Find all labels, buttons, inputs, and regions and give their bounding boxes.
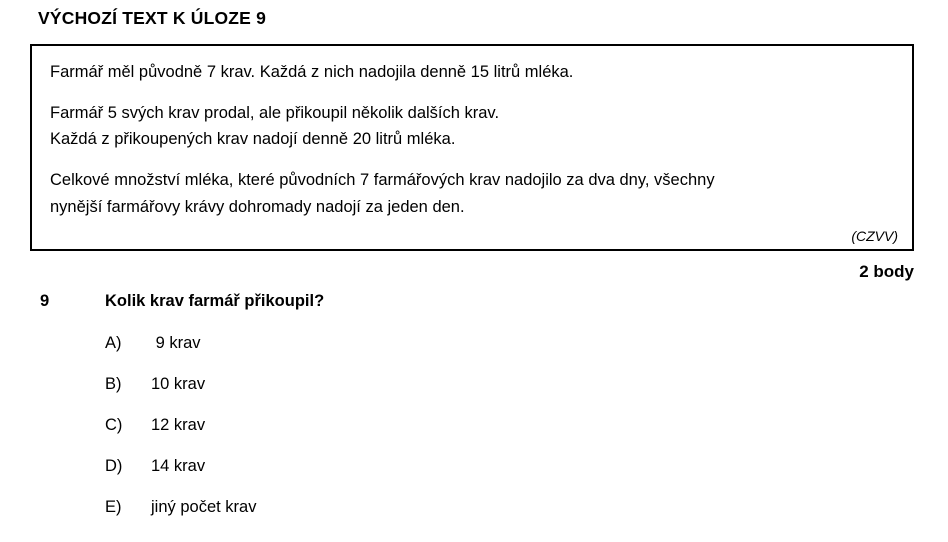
stimulus-paragraph-2-line-1: Farmář 5 svých krav prodal, ale přikoupil několik dalších krav. (50, 103, 500, 122)
question-number: 9 (40, 292, 50, 310)
option-label-c: C) (105, 416, 123, 434)
stimulus-paragraph-3-line-1: Celkové množství mléka, které původních 7 farmářových krav nadojilo za dva dny, všechny (50, 171, 715, 190)
stimulus-content (32, 46, 912, 221)
answer-option-c[interactable] (105, 416, 705, 457)
source-attribution: (CZVV) (851, 228, 898, 244)
option-text-b: 10 krav (151, 375, 206, 393)
stimulus-paragraph-1: Farmář měl původně 7 krav. Každá z nich nadojila denně 15 litrů mléka. (50, 63, 574, 81)
stimulus-paragraph-3-line-2: nynější farmářovy krávy dohromady nadojí za jeden den. (50, 197, 465, 216)
question-text: Kolik krav farmář přikoupil? (105, 292, 325, 310)
option-text-c: 12 krav (151, 416, 206, 434)
answer-option-b[interactable] (105, 375, 705, 416)
option-text-d: 14 krav (151, 457, 206, 475)
option-label-a: A) (105, 334, 122, 352)
option-text-e: jiný počet krav (151, 498, 257, 516)
answer-option-d[interactable] (105, 457, 705, 498)
answer-option-e[interactable] (105, 498, 705, 539)
answer-option-a[interactable] (105, 334, 705, 375)
option-label-d: D) (105, 457, 123, 475)
option-label-e: E) (105, 498, 122, 516)
option-text-a: 9 krav (151, 334, 201, 352)
option-label-b: B) (105, 375, 122, 393)
stimulus-text-box (30, 44, 914, 251)
stimulus-paragraph-2-line-2: Každá z přikoupených krav nadojí denně 20 litrů mléka. (50, 130, 456, 149)
answer-options-list (105, 334, 705, 539)
page-title: VÝCHOZÍ TEXT K ÚLOZE 9 (38, 8, 267, 28)
points-label: 2 body (859, 262, 914, 281)
